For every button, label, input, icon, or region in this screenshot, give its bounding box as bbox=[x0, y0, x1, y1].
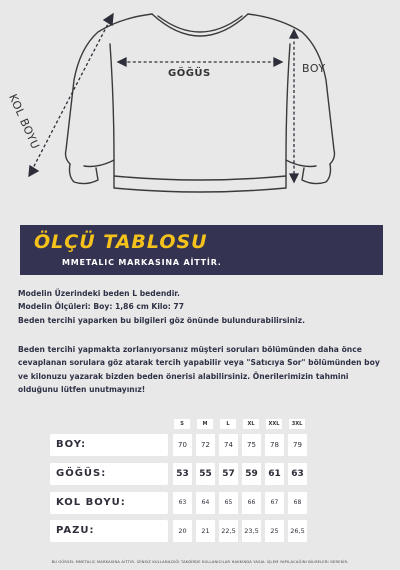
size-value-cell: 25 bbox=[265, 520, 284, 542]
size-advice-text: Beden tercihi yaparken bu bilgileri göz önünde bulundurabilirsiniz. bbox=[18, 315, 305, 325]
size-value-cell: 78 bbox=[265, 434, 284, 456]
banner-title: ÖLÇÜ TABLOSU bbox=[34, 231, 208, 253]
row-label: PAZU: bbox=[50, 520, 168, 542]
model-info bbox=[18, 287, 388, 327]
size-value-cell: 74 bbox=[219, 434, 238, 456]
size-chart-banner bbox=[20, 225, 383, 275]
size-value-cell: 79 bbox=[288, 434, 307, 456]
size-value-cell: 68 bbox=[288, 492, 307, 514]
size-value-cell: 63 bbox=[288, 463, 307, 485]
size-value-cell: 63 bbox=[173, 492, 192, 514]
sleeve-arrow-icon bbox=[29, 14, 113, 176]
size-value-cell: 59 bbox=[242, 463, 261, 485]
model-measurements-text: Modelin Ölçüleri: Boy: 1,86 cm Kilo: 77 bbox=[18, 302, 184, 312]
size-value-cell: 26,5 bbox=[288, 520, 307, 542]
size-header-l: L bbox=[220, 419, 236, 429]
row-label: BOY: bbox=[50, 434, 168, 456]
size-header-s: S bbox=[174, 419, 190, 429]
size-value-cell: 21 bbox=[196, 520, 215, 542]
size-header-xxl: XXL bbox=[266, 419, 282, 429]
size-value-cell: 23,5 bbox=[242, 520, 261, 542]
row-label: GÖĞÜS: bbox=[50, 463, 168, 485]
size-value-cell: 72 bbox=[196, 434, 215, 456]
model-size-text: Modelin Üzerindeki beden L bedendir. bbox=[18, 289, 180, 298]
size-value-cell: 64 bbox=[196, 492, 215, 514]
size-value-cell: 53 bbox=[173, 463, 192, 485]
size-help-paragraph: Beden tercihi yapmakta zorlanıyorsanız müşteri soruları bölümünden daha önce cevaplanan sorulara göz atarak tercih yapabilir veya "Satıcıya Sor" bölümünden boy ve kilonuzu yazarak bizden beden önerisi alabilirsiniz. Önerilerimizin tahmini olduğunu lütfen unutmayınız! bbox=[18, 345, 380, 395]
sweatshirt-outline-icon bbox=[0, 0, 400, 215]
size-value-cell: 20 bbox=[173, 520, 192, 542]
sweatshirt-diagram bbox=[0, 0, 400, 215]
size-value-cell: 22,5 bbox=[219, 520, 238, 542]
chest-label: GÖĞÜS bbox=[168, 68, 211, 79]
size-header-3xl: 3XL bbox=[289, 419, 305, 429]
length-label: BOY bbox=[302, 62, 326, 75]
chest-arrow-icon bbox=[118, 58, 282, 66]
size-value-cell: 67 bbox=[265, 492, 284, 514]
size-value-cell: 57 bbox=[219, 463, 238, 485]
size-value-cell: 65 bbox=[219, 492, 238, 514]
size-value-cell: 55 bbox=[196, 463, 215, 485]
size-value-cell: 61 bbox=[265, 463, 284, 485]
size-value-cell: 70 bbox=[173, 434, 192, 456]
sleeve-length-label: KOL BOYU bbox=[6, 92, 43, 152]
size-value-cell: 66 bbox=[242, 492, 261, 514]
row-label: KOL BOYU: bbox=[50, 492, 168, 514]
copyright-footer: BU GÖRSEL MMETALIC MARKASINA AİTTİR. İZİNSİZ KULLANILDIĞI TAKDİRDE KULLANICILAR HAKKINDA YASAL İŞLEM YAPILACAĞINI BİLMELERİ GEREKİR. bbox=[51, 560, 349, 564]
length-arrow-icon bbox=[290, 30, 298, 182]
size-header-xl: XL bbox=[243, 419, 259, 429]
size-value-cell: 75 bbox=[242, 434, 261, 456]
size-header-m: M bbox=[197, 419, 213, 429]
banner-subtitle: MMETALIC MARKASINA AİTTİR. bbox=[62, 258, 222, 267]
